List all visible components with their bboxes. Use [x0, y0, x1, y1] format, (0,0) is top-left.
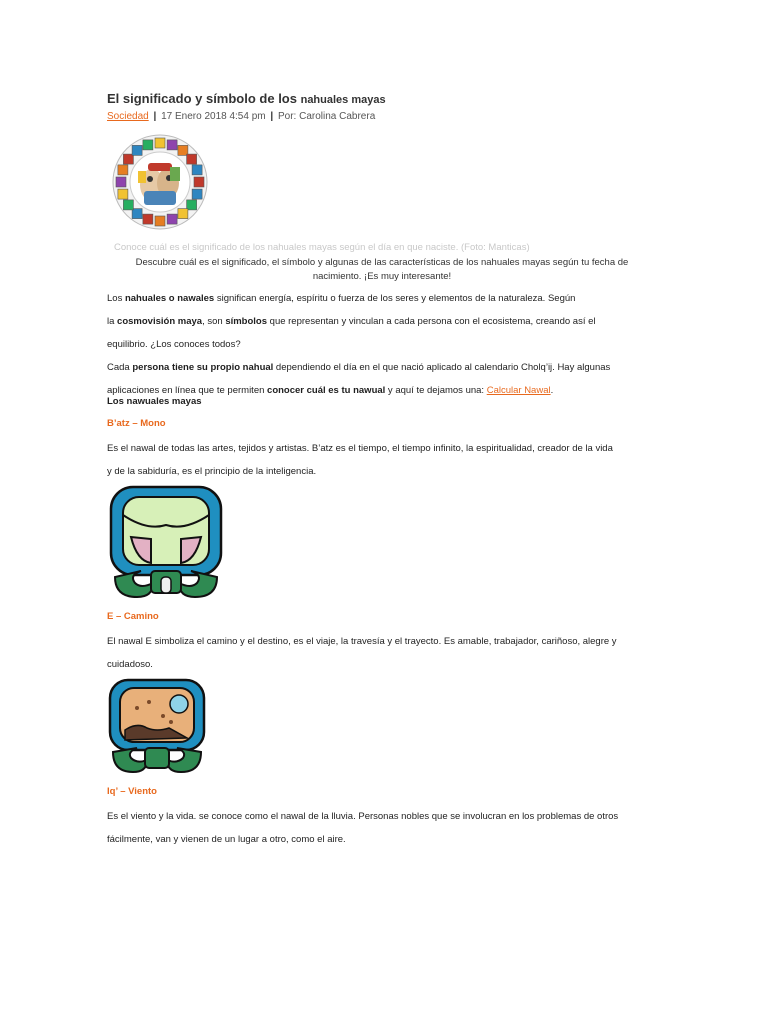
- category-link[interactable]: Sociedad: [107, 111, 149, 122]
- article-author: Por: Carolina Cabrera: [277, 111, 376, 122]
- intro-text: Descubre cuál es el significado, el símbolo y algunas de las características de los nahuales mayas según tu fecha de nacimiento. ¡Es muy interesante!: [135, 257, 629, 282]
- day-sign-tile: [155, 138, 165, 148]
- nawal-description: El nawal E simboliza el camino y el destino, es el viaje, la travesía y el trayecto. Es amable, trabajador, cariñoso, alegre y cuidadoso.: [107, 636, 617, 670]
- day-sign-tile: [118, 165, 128, 175]
- article-meta: Sociedad | 17 Enero 2018 4:54 pm | Por: Carolina Cabrera: [107, 111, 376, 122]
- day-sign-tile: [194, 177, 204, 187]
- calcular-nawal-link[interactable]: Calcular Nawal: [486, 385, 551, 396]
- day-sign-tile: [123, 200, 133, 210]
- day-sign-tile: [192, 165, 202, 175]
- nawal-title: B’atz – Mono: [107, 418, 166, 429]
- article: [107, 90, 662, 851]
- day-sign-tile: [116, 177, 126, 187]
- paragraph: Cada persona tiene su propio nahual dependiendo el día en el que nació aplicado al calendario Cholq’ij. Hay algunas: [107, 362, 611, 373]
- nawal-title: E – Camino: [107, 611, 159, 622]
- article-title: El significado y símbolo de los nahuales mayas: [107, 91, 386, 106]
- maya-calendar-image: [108, 133, 212, 231]
- paragraph: Los nahuales o nawales significan energía, espíritu o fuerza de los seres y elementos de la naturaleza. Según: [107, 293, 576, 304]
- paragraph: aplicaciones en línea que te permiten conocer cuál es tu nawual y aquí te dejamos una: Calcular Nawal.: [107, 385, 554, 396]
- batz-glyph-image: [107, 485, 225, 601]
- day-sign-tile: [143, 214, 153, 224]
- article-body: [107, 287, 662, 402]
- day-sign-tile: [167, 214, 177, 224]
- nawal-description: Es el viento y la vida. se conoce como el nawal de la lluvia. Personas nobles que se involucran en los problemas de otros fácilmente, van y vienen de un lugar a otro, como el aire.: [107, 811, 619, 845]
- hero-caption: Conoce cuál es el significado de los nahuales mayas según el día en que naciste. (Foto: Manticas): [114, 242, 530, 253]
- day-sign-tile: [192, 189, 202, 199]
- day-sign-tile: [132, 145, 142, 155]
- list-heading: Los nawuales mayas: [107, 396, 202, 407]
- nawal-title: Iq’ – Viento: [107, 786, 157, 797]
- day-sign-tile: [118, 189, 128, 199]
- article-date: 17 Enero 2018 4:54 pm: [161, 111, 266, 122]
- day-sign-tile: [178, 209, 188, 219]
- paragraph: la cosmovisión maya, son símbolos que representan y vinculan a cada persona con el ecosistema, creando así el: [107, 316, 596, 327]
- day-sign-tile: [187, 154, 197, 164]
- nawal-description: Es el nawal de todas las artes, tejidos y artistas. B’atz es el tiempo, el tiempo infinito, la espiritualidad, creador de la vida y de la sabiduría, es el principio de la inteligencia.: [107, 443, 613, 477]
- paragraph: equilibrio. ¿Los conoces todos?: [107, 339, 241, 350]
- day-sign-tile: [167, 140, 177, 150]
- day-sign-tile: [155, 216, 165, 226]
- e-glyph-image: [107, 678, 207, 776]
- day-sign-tile: [143, 140, 153, 150]
